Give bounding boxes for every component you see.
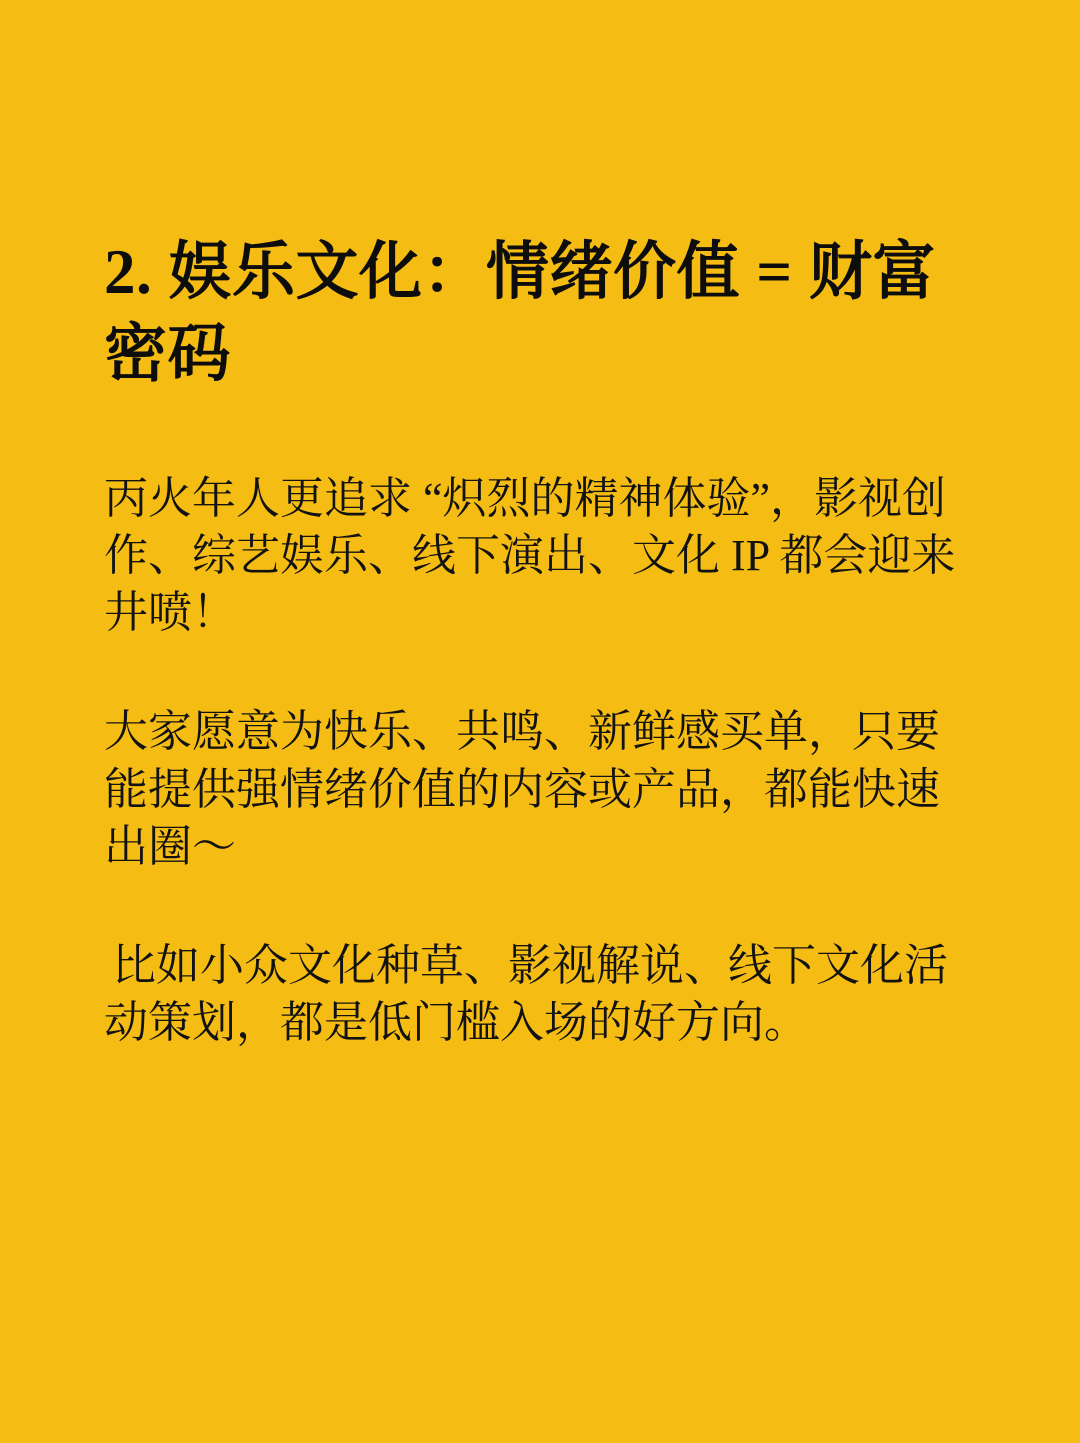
paragraph-2: 大家愿意为快乐、共鸣、新鲜感买单，只要能提供强情绪价值的内容或产品，都能快速出圈～ <box>104 707 940 871</box>
paragraph-1: 丙火年人更追求 “炽烈的精神体验”，影视创作、综艺娱乐、线下演出、文化 IP 都会迎来井喷！ <box>104 473 956 638</box>
page-title: 2. 娱乐文化：情绪价值 = 财富密码 <box>104 237 936 389</box>
paragraph-3: 比如小众文化种草、影视解说、线下文化活动策划，都是低门槛入场的好方向。 <box>104 940 948 1048</box>
article-body <box>104 470 976 1052</box>
